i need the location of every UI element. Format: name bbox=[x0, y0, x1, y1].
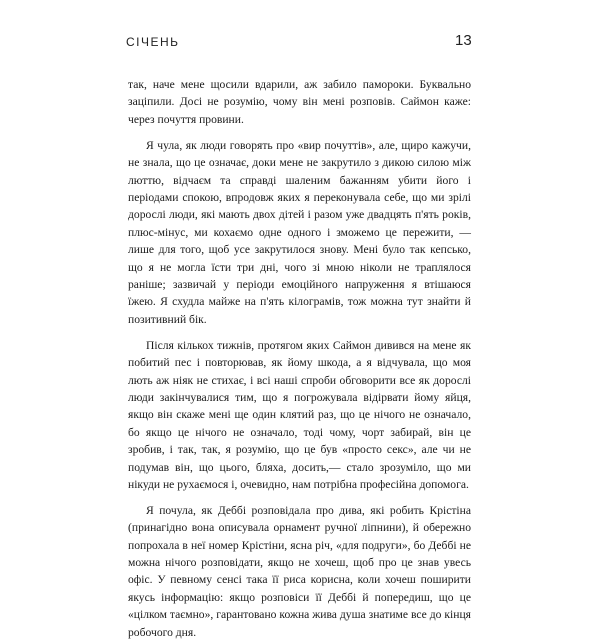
page-number: 13 bbox=[455, 32, 472, 49]
paragraph-continuation: так, наче мене щосили вдарили, аж забило памороки. Буквально заціпили. Досі не розумію, чому він мені розповів. Саймон каже: через почуття провини. bbox=[128, 78, 471, 126]
paragraph: Після кількох тижнів, протягом яких Саймон дивився на мене як побитий пес і повторював, як йому шкода, а я відчувала, що моя лють аж ніяк не стихає, і всі наші спроби обговорити все як дорослі люди закінчувалися тим, що я погрожувала відірвати йому яйця, якщо він скаже мені ще один клятий раз, що це нічого не означало, бо якщо це нічого не означало, тоді чому, чорт забирай, він це зробив, і так, так, я розумію, що це був «просто секс», але чи не подумав він, що цього, бляха, досить,— стало зрозуміло, що ми нікуди не рухаємося і, очевидно, нам потрібна професійна допомога. bbox=[128, 338, 471, 491]
paragraph: Я почула, як Деббі розповідала про дива, які робить Крістіна (принагідно вона описувала орнамент ручної ліпнини), й обережно попрохала в неї номер Крістіни, ясна річ, «для подруги», бо Деббі не можна нічого розповідати, якщо не хочеш, щоб про це знав увесь офіс. У певному сенсі така її риса корисна, коли хочеш поширити якусь інформацію: якщо розповіси її Деббі й попередиш, що це «цілком таємно», гарантовано кожна жива душа знатиме все до кінця робочого дня. bbox=[128, 503, 471, 639]
running-title: СІЧЕНЬ bbox=[126, 35, 180, 49]
body-text bbox=[128, 76, 471, 641]
paragraph: Я чула, як люди говорять про «вир почуттів», але, щиро кажучи, не знала, що це означає, доки мене не закрутило з дикою силою між люттю, відчаєм та справді шаленим бажанням убити його і періодами спокою, впродовж яких я переконувала себе, що ми зрілі дорослі люди, які мають двох дітей і разом уже двадцять п'ять років, плюс-мінус, ми кохаємо одне одного і зможемо це пережити, — лише для того, щоб усе закрутилося знову. Мені було так кепсько, що я не могла їсти три дні, чого зі мною ніколи не траплялося раніше; зазвичай у періоди емоційного напруження я втішаюся їжею. Я схудла майже на п'ять кілограмів, тож можна тут знайти й позитивний бік. bbox=[128, 138, 471, 326]
